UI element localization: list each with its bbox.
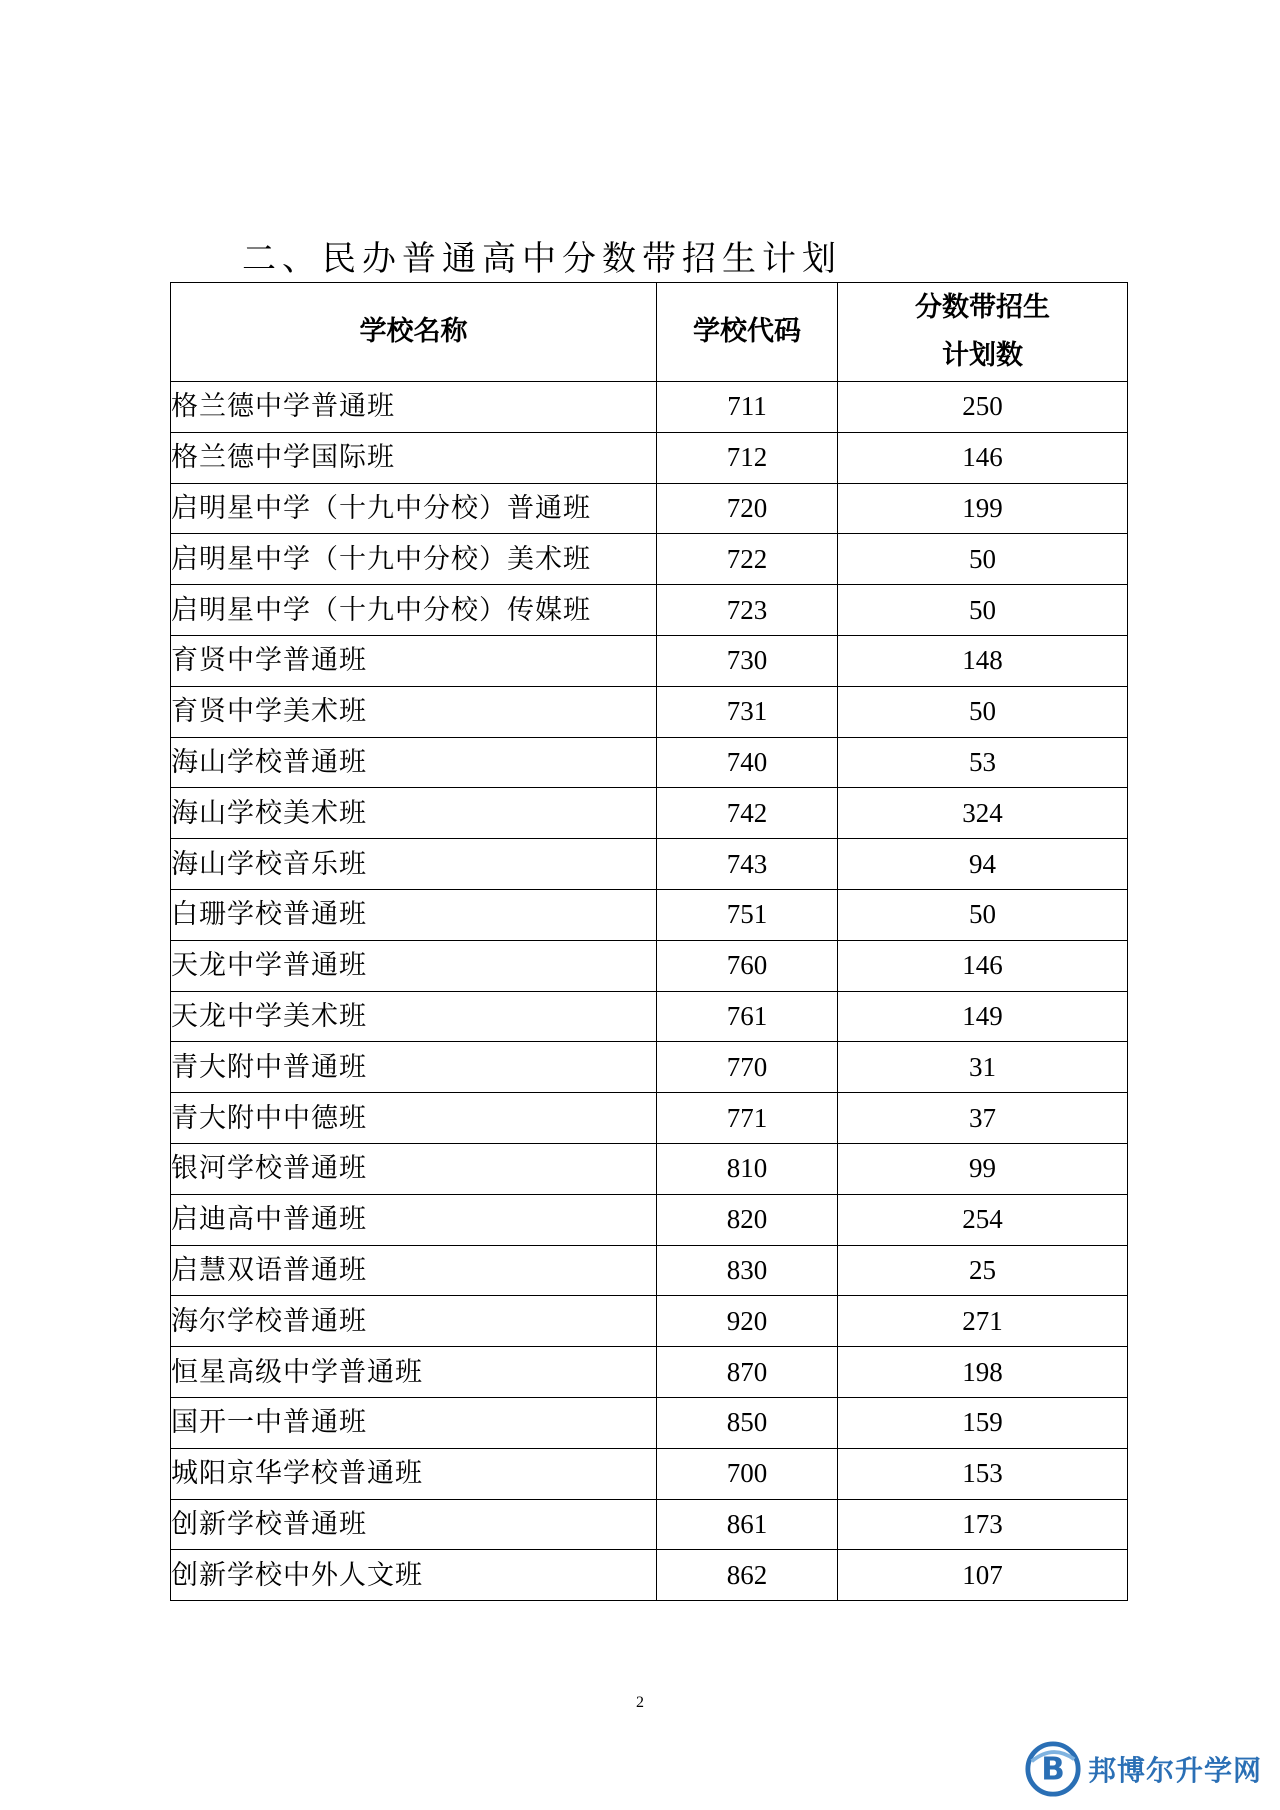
plan-count-cell: 50 <box>838 889 1128 940</box>
school-code-cell: 731 <box>657 686 838 737</box>
table-row <box>171 991 1128 1042</box>
plan-count-cell: 146 <box>838 940 1128 991</box>
school-name-cell: 银河学校普通班 <box>171 1143 657 1194</box>
table-row <box>171 1042 1128 1093</box>
watermark-logo-letter: B <box>1041 1751 1065 1788</box>
school-code-cell: 723 <box>657 585 838 636</box>
watermark-logo-icon <box>1024 1740 1082 1798</box>
table-row <box>171 1093 1128 1144</box>
watermark-text: 邦博尔升学网 <box>1087 1754 1262 1787</box>
table-row <box>171 432 1128 483</box>
table-row <box>171 1448 1128 1499</box>
school-code-cell: 920 <box>657 1296 838 1347</box>
school-code-cell: 810 <box>657 1143 838 1194</box>
plan-count-cell: 50 <box>838 534 1128 585</box>
school-code-cell: 730 <box>657 635 838 686</box>
school-name-cell: 创新学校普通班 <box>171 1499 657 1550</box>
header-plan-line2: 计划数 <box>942 340 1023 371</box>
watermark <box>1024 1740 1262 1798</box>
table-row <box>171 839 1128 890</box>
table-body <box>171 382 1128 1601</box>
school-name-cell: 启迪高中普通班 <box>171 1194 657 1245</box>
school-name-cell: 海山学校普通班 <box>171 737 657 788</box>
enrollment-plan-table <box>170 282 1128 1601</box>
school-code-cell: 743 <box>657 839 838 890</box>
table-row <box>171 1143 1128 1194</box>
school-code-cell: 861 <box>657 1499 838 1550</box>
school-code-cell: 830 <box>657 1245 838 1296</box>
school-name-cell: 天龙中学普通班 <box>171 940 657 991</box>
table-row <box>171 940 1128 991</box>
plan-count-cell: 37 <box>838 1093 1128 1144</box>
school-code-cell: 720 <box>657 483 838 534</box>
school-name-cell: 格兰德中学国际班 <box>171 432 657 483</box>
plan-count-cell: 271 <box>838 1296 1128 1347</box>
plan-count-cell: 146 <box>838 432 1128 483</box>
school-code-cell: 770 <box>657 1042 838 1093</box>
school-code-cell: 771 <box>657 1093 838 1144</box>
table-row <box>171 534 1128 585</box>
school-code-cell: 751 <box>657 889 838 940</box>
school-code-cell: 711 <box>657 382 838 433</box>
plan-count-cell: 148 <box>838 635 1128 686</box>
school-code-cell: 862 <box>657 1550 838 1601</box>
table-row <box>171 686 1128 737</box>
school-name-cell: 青大附中中德班 <box>171 1093 657 1144</box>
table-row <box>171 1397 1128 1448</box>
school-code-cell: 722 <box>657 534 838 585</box>
plan-count-cell: 94 <box>838 839 1128 890</box>
table-row <box>171 483 1128 534</box>
school-name-cell: 启明星中学（十九中分校）普通班 <box>171 483 657 534</box>
plan-count-cell: 50 <box>838 686 1128 737</box>
school-code-cell: 820 <box>657 1194 838 1245</box>
plan-count-cell: 159 <box>838 1397 1128 1448</box>
header-plan-line1: 分数带招生 <box>915 292 1050 323</box>
table-row <box>171 737 1128 788</box>
plan-count-cell: 149 <box>838 991 1128 1042</box>
table-row <box>171 1499 1128 1550</box>
table-row <box>171 889 1128 940</box>
table-row <box>171 382 1128 433</box>
school-name-cell: 国开一中普通班 <box>171 1397 657 1448</box>
school-code-cell: 760 <box>657 940 838 991</box>
header-school-name: 学校名称 <box>171 283 657 382</box>
plan-count-cell: 199 <box>838 483 1128 534</box>
header-school-code: 学校代码 <box>657 283 838 382</box>
school-name-cell: 海尔学校普通班 <box>171 1296 657 1347</box>
table-row <box>171 1245 1128 1296</box>
school-code-cell: 740 <box>657 737 838 788</box>
school-name-cell: 启明星中学（十九中分校）传媒班 <box>171 585 657 636</box>
school-name-cell: 恒星高级中学普通班 <box>171 1347 657 1398</box>
table-row <box>171 635 1128 686</box>
plan-count-cell: 53 <box>838 737 1128 788</box>
plan-count-cell: 250 <box>838 382 1128 433</box>
table-row <box>171 1194 1128 1245</box>
plan-count-cell: 198 <box>838 1347 1128 1398</box>
school-name-cell: 白珊学校普通班 <box>171 889 657 940</box>
plan-count-cell: 31 <box>838 1042 1128 1093</box>
school-code-cell: 742 <box>657 788 838 839</box>
school-code-cell: 700 <box>657 1448 838 1499</box>
table-row <box>171 585 1128 636</box>
header-plan-count <box>838 283 1128 382</box>
plan-count-cell: 25 <box>838 1245 1128 1296</box>
school-name-cell: 城阳京华学校普通班 <box>171 1448 657 1499</box>
plan-count-cell: 254 <box>838 1194 1128 1245</box>
plan-count-cell: 324 <box>838 788 1128 839</box>
school-name-cell: 青大附中普通班 <box>171 1042 657 1093</box>
school-name-cell: 格兰德中学普通班 <box>171 382 657 433</box>
page-number: 2 <box>636 1694 644 1711</box>
school-name-cell: 天龙中学美术班 <box>171 991 657 1042</box>
table-row <box>171 1296 1128 1347</box>
school-code-cell: 712 <box>657 432 838 483</box>
school-name-cell: 启明星中学（十九中分校）美术班 <box>171 534 657 585</box>
school-name-cell: 海山学校美术班 <box>171 788 657 839</box>
table-header-row <box>171 283 1128 382</box>
school-name-cell: 启慧双语普通班 <box>171 1245 657 1296</box>
plan-count-cell: 173 <box>838 1499 1128 1550</box>
table-row <box>171 1550 1128 1601</box>
plan-count-cell: 107 <box>838 1550 1128 1601</box>
plan-count-cell: 99 <box>838 1143 1128 1194</box>
plan-count-cell: 50 <box>838 585 1128 636</box>
plan-count-cell: 153 <box>838 1448 1128 1499</box>
section-title: 二、民办普通高中分数带招生计划 <box>242 239 842 279</box>
table-row <box>171 1347 1128 1398</box>
table-row <box>171 788 1128 839</box>
school-name-cell: 创新学校中外人文班 <box>171 1550 657 1601</box>
school-code-cell: 761 <box>657 991 838 1042</box>
school-code-cell: 850 <box>657 1397 838 1448</box>
school-name-cell: 海山学校音乐班 <box>171 839 657 890</box>
school-code-cell: 870 <box>657 1347 838 1398</box>
school-name-cell: 育贤中学普通班 <box>171 635 657 686</box>
school-name-cell: 育贤中学美术班 <box>171 686 657 737</box>
